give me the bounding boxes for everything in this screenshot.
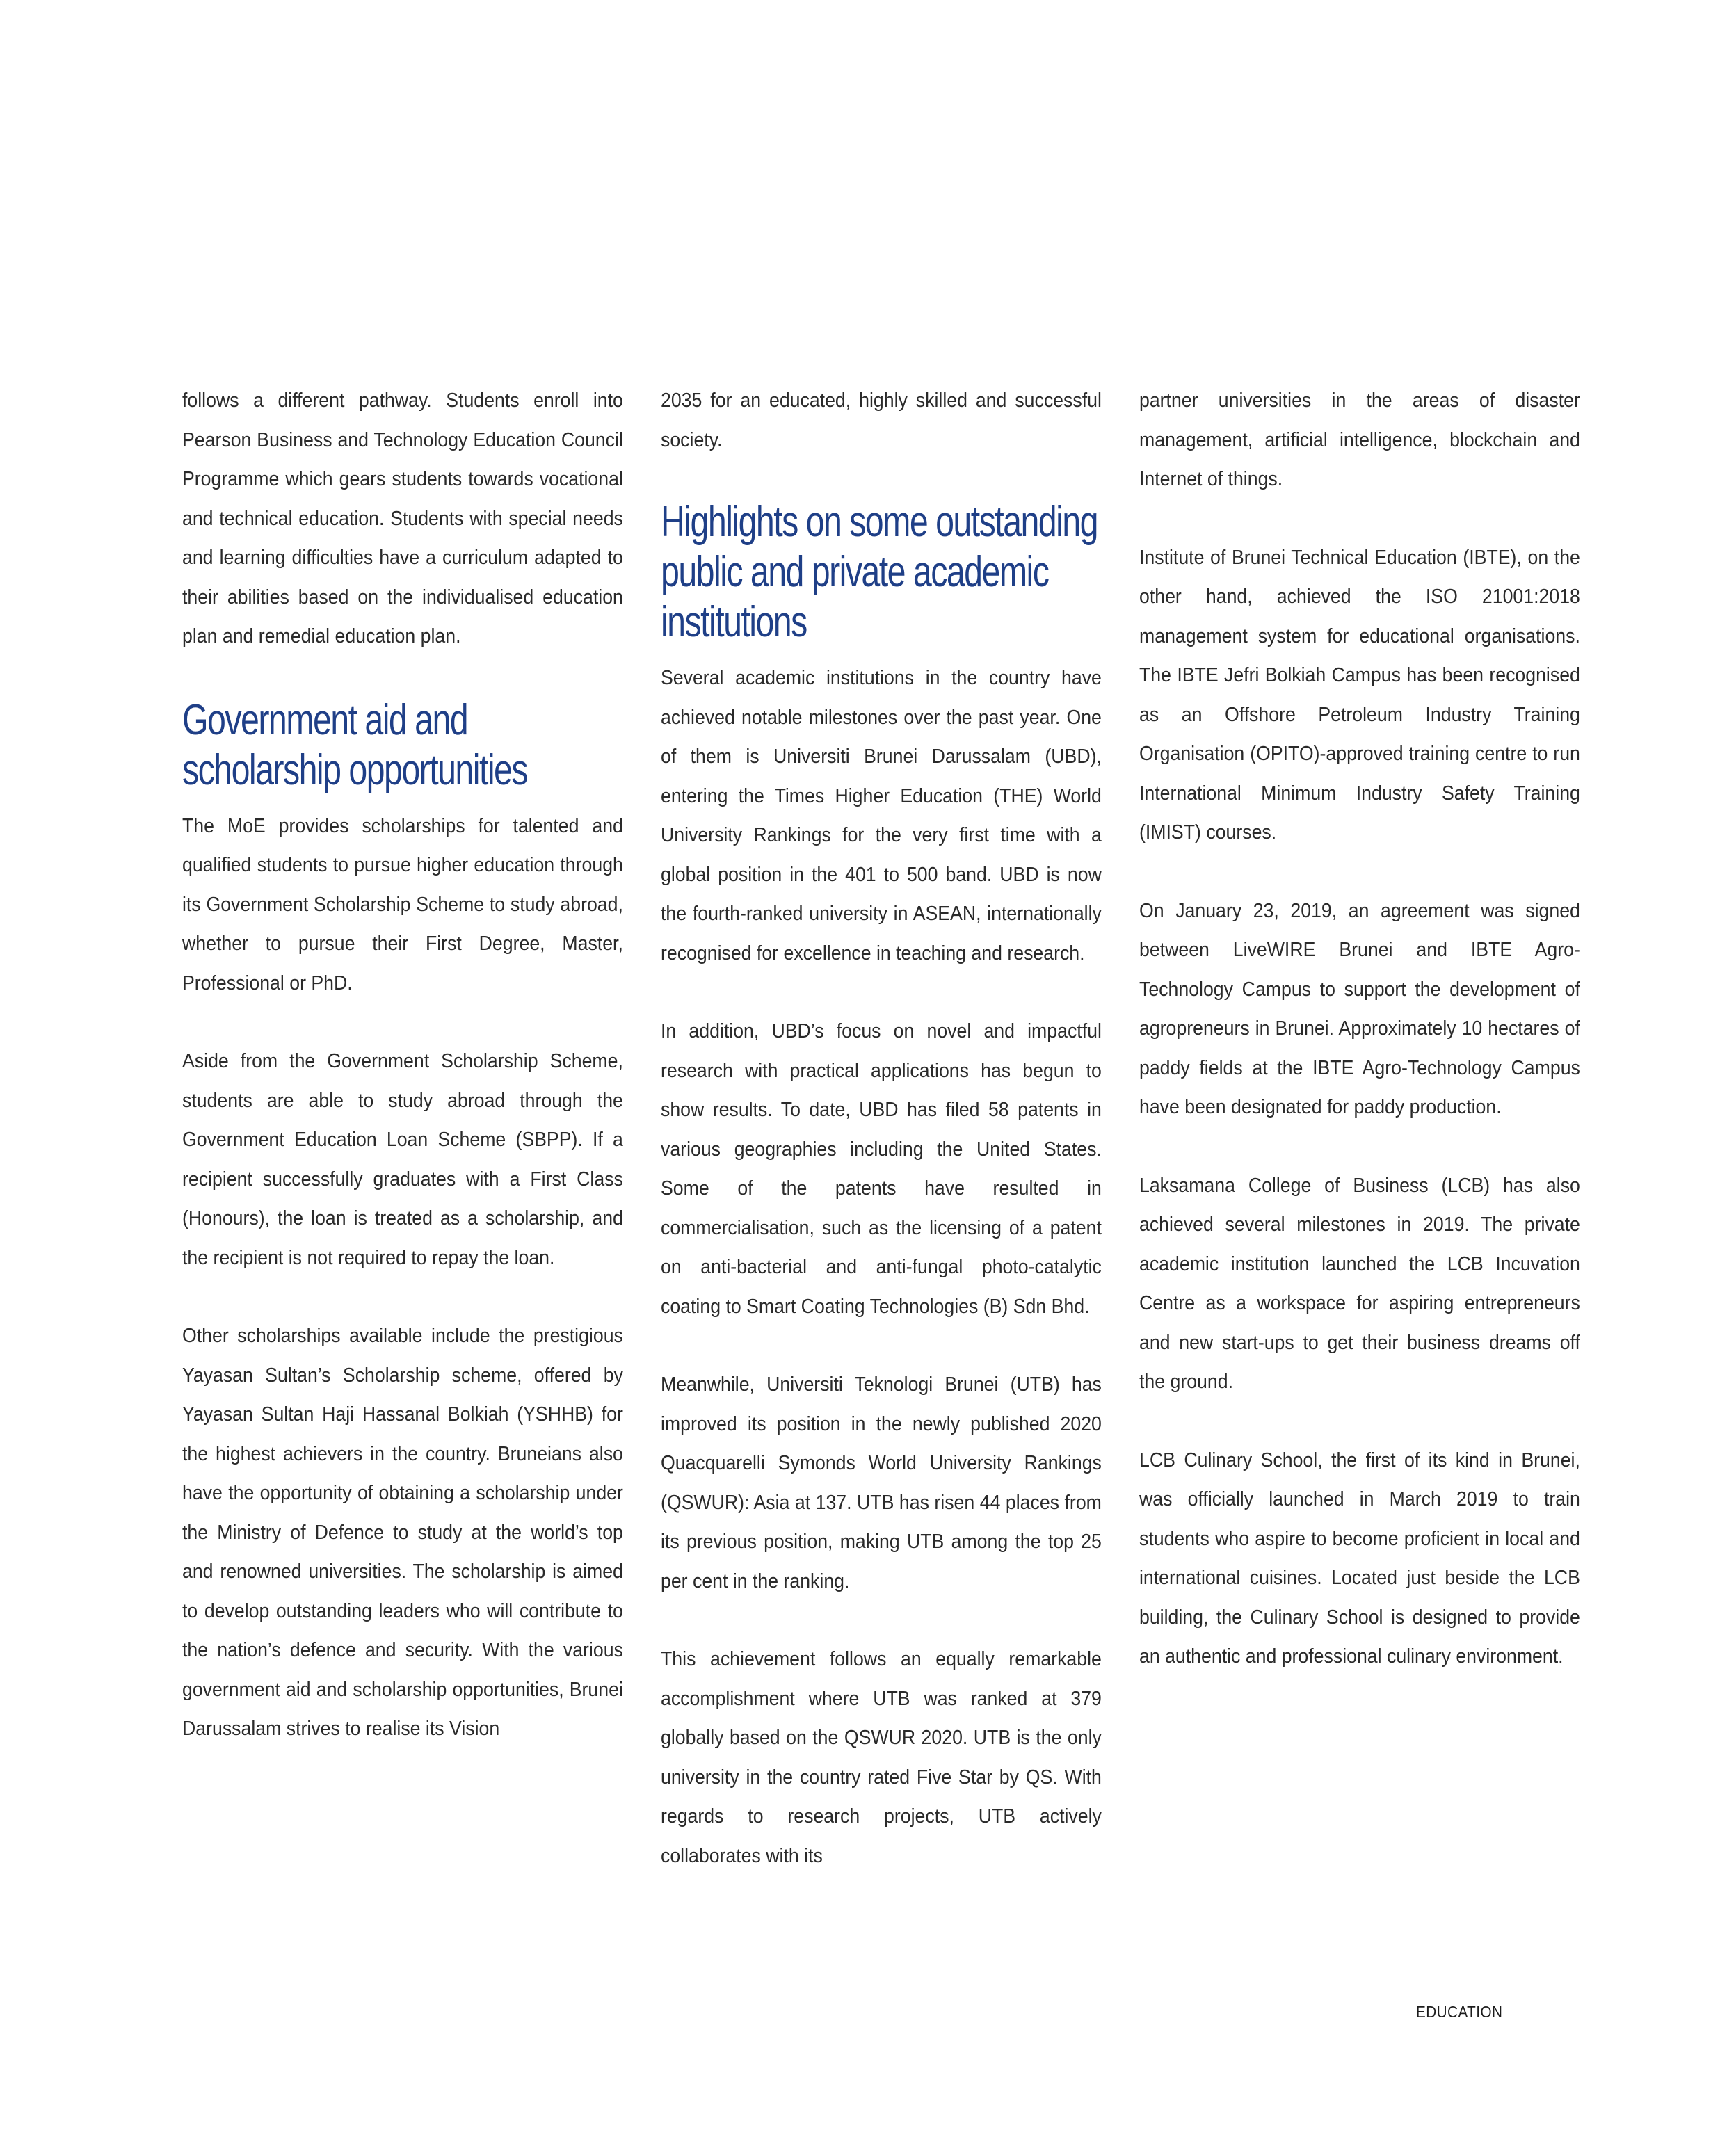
body-paragraph: follows a different pathway. Students enroll into Pearson Business and Technology Education Council Programme which gears students towards vocational and technical education. Students with special needs and learning difficulties have a curriculum adapted to their abilities based on the individualised education plan and remedial education plan.: [182, 389, 623, 647]
body-paragraph: On January 23, 2019, an agreement was signed between LiveWIRE Brunei and IBTE Agro-Technology Campus to support the development of agropreneurs in Brunei. Approximately 10 hectares of paddy fields at the IBTE Agro-Technology Campus have been designated for paddy production.: [1139, 899, 1580, 1118]
body-paragraph: Aside from the Government Scholarship Scheme, students are able to study abroad through the Government Education Loan Scheme (SBPP). If a recipient successfully graduates with a First Class (Honours), the loan is treated as a scholarship, and the recipient is not required to repay the loan.: [182, 1050, 623, 1269]
body-paragraph: Meanwhile, Universiti Teknologi Brunei (UTB) has improved its position in the newly published 2020 Quacquarelli Symonds World University Rankings (QSWUR): Asia at 137. UTB has risen 44 places from its previous position, making UTB among the top 25 per cent in the ranking.: [661, 1373, 1102, 1592]
body-paragraph: 2035 for an educated, highly skilled and successful society.: [661, 389, 1102, 451]
body-paragraph: The MoE provides scholarships for talented and qualified students to pursue higher education through its Government Scholarship Scheme to study abroad, whether to pursue their First Degree, Master, Professional or PhD.: [182, 814, 623, 994]
body-paragraph: partner universities in the areas of disaster management, artificial intelligence, blockchain and Internet of things.: [1139, 389, 1580, 490]
body-paragraph: Several academic institutions in the country have achieved notable milestones over the past year. One of them is Universiti Brunei Darussalam (UBD), entering the Times Higher Education (THE) World University Rankings for the very first time with a global position in the 401 to 500 band. UBD is now the fourth-ranked university in ASEAN, internationally recognised for excellence in teaching and research.: [661, 667, 1102, 965]
section-heading-highlights: Highlights on some outstanding public and private academic institutions: [661, 498, 1098, 646]
body-paragraph: LCB Culinary School, the first of its kind in Brunei, was officially launched in March 2019 to train students who aspire to become proficient in local and international cuisines. Located just beside the LCB building, the Culinary School is designed to provide an authentic and professional culinary environment.: [1139, 1449, 1580, 1668]
body-paragraph: Laksamana College of Business (LCB) has also achieved several milestones in 2019. The private academic institution launched the LCB Incuvation Centre as a workspace for aspiring entrepreneurs and new start-ups to get their business dreams off the ground.: [1139, 1174, 1580, 1393]
body-paragraph: Institute of Brunei Technical Education (IBTE), on the other hand, achieved the ISO 21001:2018 management system for educational organisations. The IBTE Jefri Bolkiah Campus has been recognised as an Offshore Petroleum Industry Training Organisation (OPITO)-approved training centre to run International Minimum Industry Safety Training (IMIST) courses.: [1139, 546, 1580, 844]
column-right: [1139, 381, 1580, 1716]
body-paragraph: In addition, UBD’s focus on novel and impactful research with practical applications has begun to show results. To date, UBD has filed 58 patents in various geographies including the United States. Some of the patents have resulted in commercialisation, such as the licensing of a patent on anti-bacterial and anti-fungal photo-catalytic coating to Smart Coating Technologies (B) Sdn Bhd.: [661, 1020, 1102, 1318]
body-paragraph: Other scholarships available include the prestigious Yayasan Sultan’s Scholarship scheme, offered by Yayasan Sultan Haji Hassanal Bolkiah (YSHHB) for the highest achievers in the country. Bruneians also have the opportunity of obtaining a scholarship under the Ministry of Defence to study at the world’s top and renowned universities. The scholarship is aimed to develop outstanding leaders who will contribute to the nation’s defence and security. With the various government aid and scholarship opportunities, Brunei Darussalam strives to realise its Vision: [182, 1325, 623, 1740]
body-paragraph: This achievement follows an equally remarkable accomplishment where UTB was ranked at 379 globally based on the QSWUR 2020. UTB is the only university in the country rated Five Star by QS. With regards to research projects, UTB actively collaborates with its: [661, 1648, 1102, 1867]
section-heading-scholarships: Government aid and scholarship opportunities: [182, 695, 527, 794]
column-left: [182, 381, 623, 1788]
footer-section-label: EDUCATION: [1416, 2003, 1503, 2021]
column-middle: [661, 381, 1102, 1914]
